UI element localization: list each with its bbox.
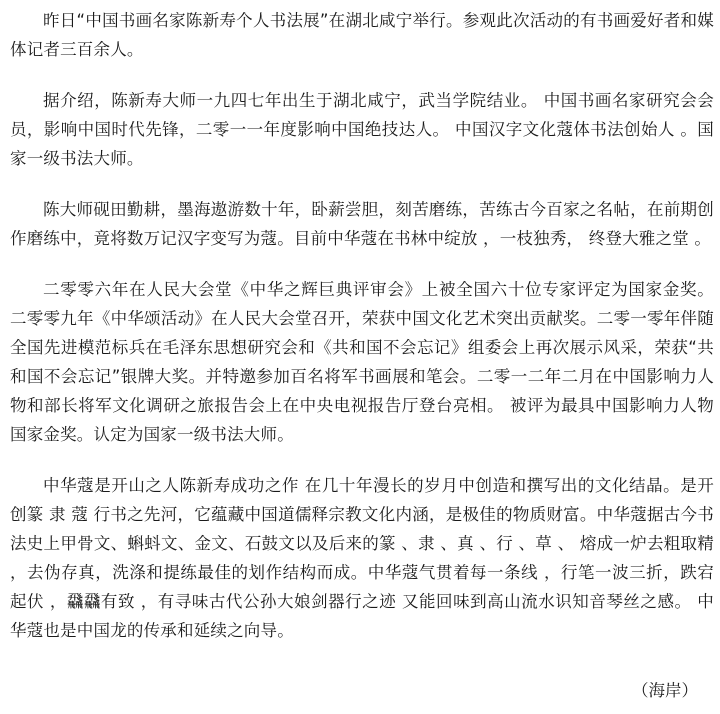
paragraph-zhonghua-kou: 中华蔻是开山之人陈新寿成功之作 在几十年漫长的岁月中创造和撰写出的文化结晶。是开创篆 隶 蔻 行书之先河，它蕴藏中国道儒释宗教文化内涵，是极佳的物质财富。中华蔻据古今书法史上甲骨文、蝌蚪文、金文、石鼓文以及后来的篆 、隶 、真 、行 、草 、 熔成一炉去粗取精 ，去伪存真，洗涤和提练最佳的划作结构而成。中华蔻气贯着每一条线 ，行笔一波三折，跌宕起伏 ，飝飝有致 ，有寻味古代公孙大娘剑器行之迹 又能回味到高山流水识知音琴丝之感。 中华蔻也是中国龙的传承和延续之向导。 xyxy=(10,476,714,640)
paragraph-artist-bio: 据介绍，陈新寿大师一九四七年出生于湖北咸宁，武当学院结业。 中国书画名家研究会会员，影响中国时代先锋，二零一一年度影响中国绝技达人。 中国汉字文化蔻体书法创始人 。国家一级书法大师。 xyxy=(10,91,714,168)
paragraph-exhibition-intro: 昨日“中国书画名家陈新寿个人书法展”在湖北咸宁举行。参观此次活动的有书画爱好者和媒体记者三百余人。 xyxy=(10,11,714,59)
paragraph-practice: 陈大师砚田勤耕，墨海遨游数十年，卧薪尝胆，刻苦磨练，苦练古今百家之名帖，在前期创作磨练中，竟将数万记汉字变写为蔻。目前中华蔻在书林中绽放 ，一枝独秀， 终登大雅之堂 。 xyxy=(10,200,714,248)
author-byline: （海岸） xyxy=(632,681,698,700)
paragraph-awards: 二零零六年在人民大会堂《中华之辉巨典评审会》上被全国六十位专家评定为国家金奖。 二零零九年《中华颂活动》在人民大会堂召开，荣获中国文化艺术突出贡献奖。二零一零年伴随全国先进模范标兵在毛泽东思想研究会和《共和国不会忘记》组委会上再次展示风采，荣获“共和国不会忘记”银牌大奖。并特邀参加百名将军书画展和笔会。二零一二年二月在中国影响力人物和部长将军文化调研之旅报告会上在中央电视报告厅登台亮相。 被评为最具中国影响力人物国家金奖。认定为国家一级书法大师。 xyxy=(10,280,714,444)
article-body xyxy=(10,6,714,645)
